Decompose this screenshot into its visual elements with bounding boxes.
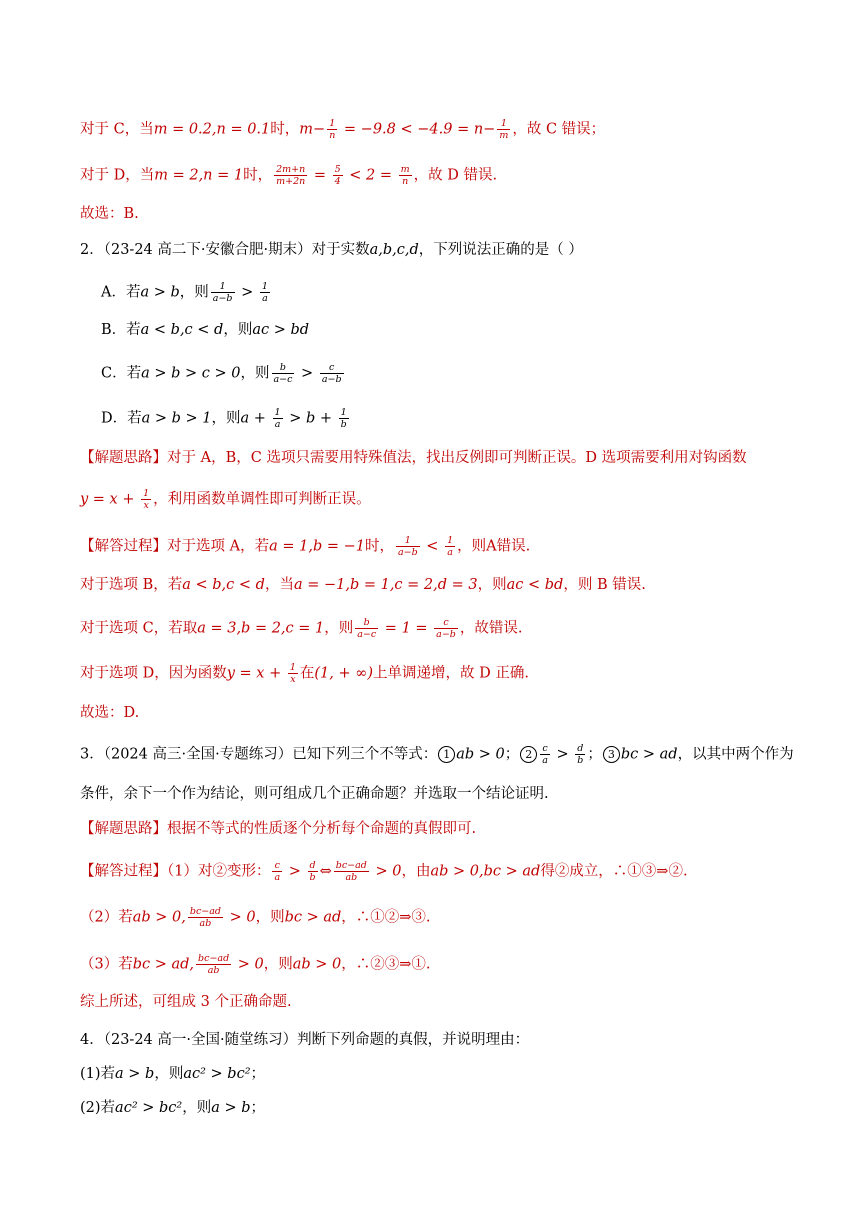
q3-stem-line-2: 条件，余下一个作为结论，则可组成几个正确命题？并选取一个结论证明.: [80, 786, 549, 802]
q3-idea: 【解题思路】根据不等式的性质逐个分析每个命题的真假即可.: [80, 821, 477, 837]
q4-item-1: (1)若a > b，则ac² > bc²；: [80, 1066, 266, 1082]
q2-option-d: D．若a > b > 1，则a + $\frac{1}{a}$ > b + $\frac{1}{b}$: [101, 407, 347, 430]
q2-option-b: B．若a < b,c < d，则ac > bd: [101, 322, 310, 338]
q2-process-b: 对于选项 B，若a < b,c < d，当a = −1,b = 1,c = 2,d = 3，则ac < bd，则 B 错误.: [80, 577, 646, 593]
q3-summary: 综上所述，可组成 3 个正确命题.: [80, 994, 292, 1010]
q2-option-a: A．若a > b，则 $\frac{1}{a-b}$ > $\frac{1}{a}$: [101, 281, 268, 304]
q4-item-2: (2)若ac² > bc²，则a > b；: [80, 1100, 266, 1116]
q3-process-2: （2）若ab > 0, $\frac{bc-ad}{ab}$ > 0，则bc > ad，∴①②⇒③.: [80, 906, 431, 929]
q4-stem: 4．（23-24 高一·全国·随堂练习）判断下列命题的真假，并说明理由：: [80, 1032, 530, 1048]
q3-process-1: 【解答过程】（1）对②变形： $\frac{c}{a}$ > $\frac{d}{b}$ ⇔ $\frac{bc-ad}{ab}$ > 0，由ab > 0,bc > ad得②成立，∴①③⇒②.: [80, 860, 688, 883]
circled-1-icon: 1: [438, 746, 455, 763]
q3-stem-line-1: 3．（2024 高三·全国·专题练习）已知下列三个不等式： 1 ab > 0； 2 $\frac{c}{a}$ > $\frac{d}{b}$ ； 3 bc > ad，以其中两个作为: [80, 743, 794, 766]
circled-3-icon: 3: [603, 746, 620, 763]
q3-process-3: （3）若bc > ad, $\frac{bc-ad}{ab}$ > 0，则ab > 0，∴②③⇒①.: [80, 953, 431, 976]
q2-process-a: 【解答过程】对于选项 A，若a = 1,b = −1时， $\frac{1}{a-b}$ < $\frac{1}{a}$ ，则A错误.: [80, 535, 531, 558]
d-check-line: 对于 D，当m = 2,n = 1时， $\frac{2m+n}{m+2n}$ = $\frac{5}{4}$ < 2 = $\frac{m}{n}$ ，故 D 错误.: [80, 164, 498, 187]
answer-line-2: 故选：D.: [80, 705, 140, 721]
q2-stem: 2．（23-24 高二下·安徽合肥·期末）对于实数a,b,c,d，下列说法正确的是（ ）: [80, 242, 583, 258]
q2-process-d: 对于选项 D，因为函数y = x + $\frac{1}{x}$ 在(1, + ∞)上单调递增，故 D 正确.: [80, 662, 529, 685]
q2-idea-line-2: y = x + $\frac{1}{x}$ ，利用函数单调性即可判断正误。: [80, 488, 371, 511]
c-check-line: 对于 C，当m = 0.2,n = 0.1时，m− $\frac{1}{n}$ = −9.8 < −4.9 = n− $\frac{1}{m}$ ，故 C 错误；: [80, 118, 606, 141]
circled-2-icon: 2: [520, 746, 537, 763]
answer-line-1: 故选：B.: [80, 206, 139, 222]
q2-idea-line-1: 【解题思路】对于 A，B，C 选项只需要用特殊值法，找出反例即可判断正误。D 选项需要利用对钩函数: [80, 450, 747, 466]
q2-process-c: 对于选项 C，若取a = 3,b = 2,c = 1，则 $\frac{b}{a-c}$ = 1 = $\frac{c}{a-b}$ ，故错误.: [80, 617, 523, 640]
q2-option-c: C．若a > b > c > 0，则 $\frac{b}{a-c}$ > $\frac{c}{a-b}$: [101, 362, 342, 385]
